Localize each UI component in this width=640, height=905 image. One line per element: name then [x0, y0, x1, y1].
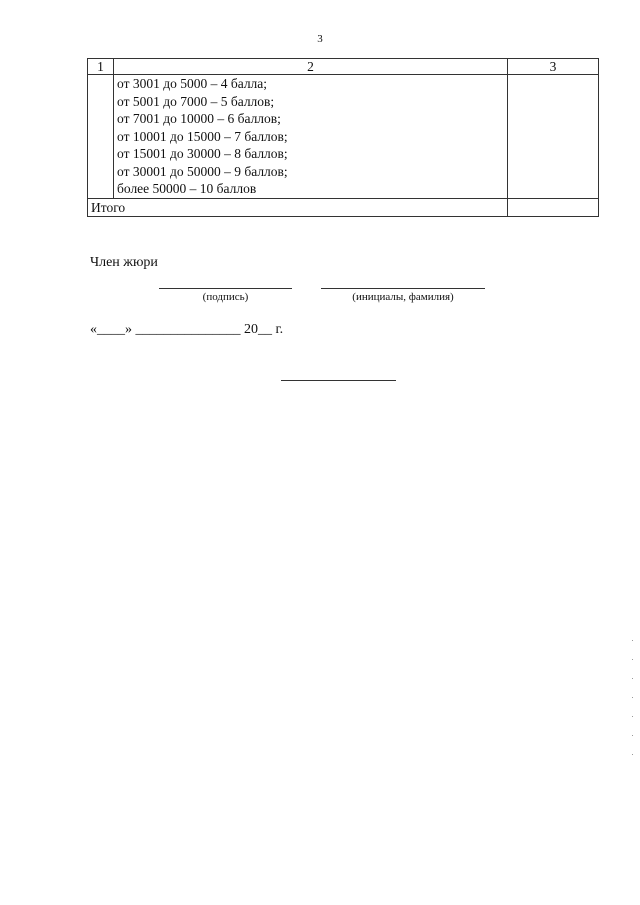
- scan-artifact: [632, 640, 634, 773]
- signature-caption: (подпись): [202, 291, 249, 303]
- signature-line: [159, 288, 292, 289]
- table-header-row: [88, 59, 599, 75]
- score-cell: [508, 75, 599, 199]
- total-label: Итого: [88, 198, 508, 217]
- column-header-2: 2: [114, 59, 508, 75]
- column-header-1: 1: [88, 59, 114, 75]
- criteria-table: [87, 58, 599, 217]
- scale-line: от 3001 до 5000 – 4 балла;: [117, 76, 268, 91]
- name-line: [321, 288, 485, 289]
- scale-line: более 50000 – 10 баллов: [117, 181, 257, 196]
- table-row: [88, 75, 599, 199]
- date-line: «____» _______________ 20__ г.: [90, 322, 284, 337]
- scale-line: от 30001 до 50000 – 9 баллов;: [117, 163, 288, 179]
- page-number: 3: [317, 33, 323, 45]
- scale-line: от 7001 до 10000 – 6 баллов;: [117, 111, 281, 126]
- scale-line: от 15001 до 30000 – 8 баллов;: [117, 146, 288, 161]
- name-caption: (инициалы, фамилия): [352, 291, 454, 303]
- number-cell: [88, 75, 114, 199]
- column-header-3: 3: [508, 59, 599, 75]
- scale-line: от 10001 до 15000 – 7 баллов;: [117, 128, 288, 144]
- scale-line: от 5001 до 7000 – 5 баллов;: [117, 93, 275, 109]
- total-row: [88, 198, 599, 217]
- scale-cell: [114, 75, 508, 199]
- jury-member-label: Член жюри: [90, 255, 158, 270]
- total-value-cell: [508, 198, 599, 217]
- end-rule: [281, 380, 396, 381]
